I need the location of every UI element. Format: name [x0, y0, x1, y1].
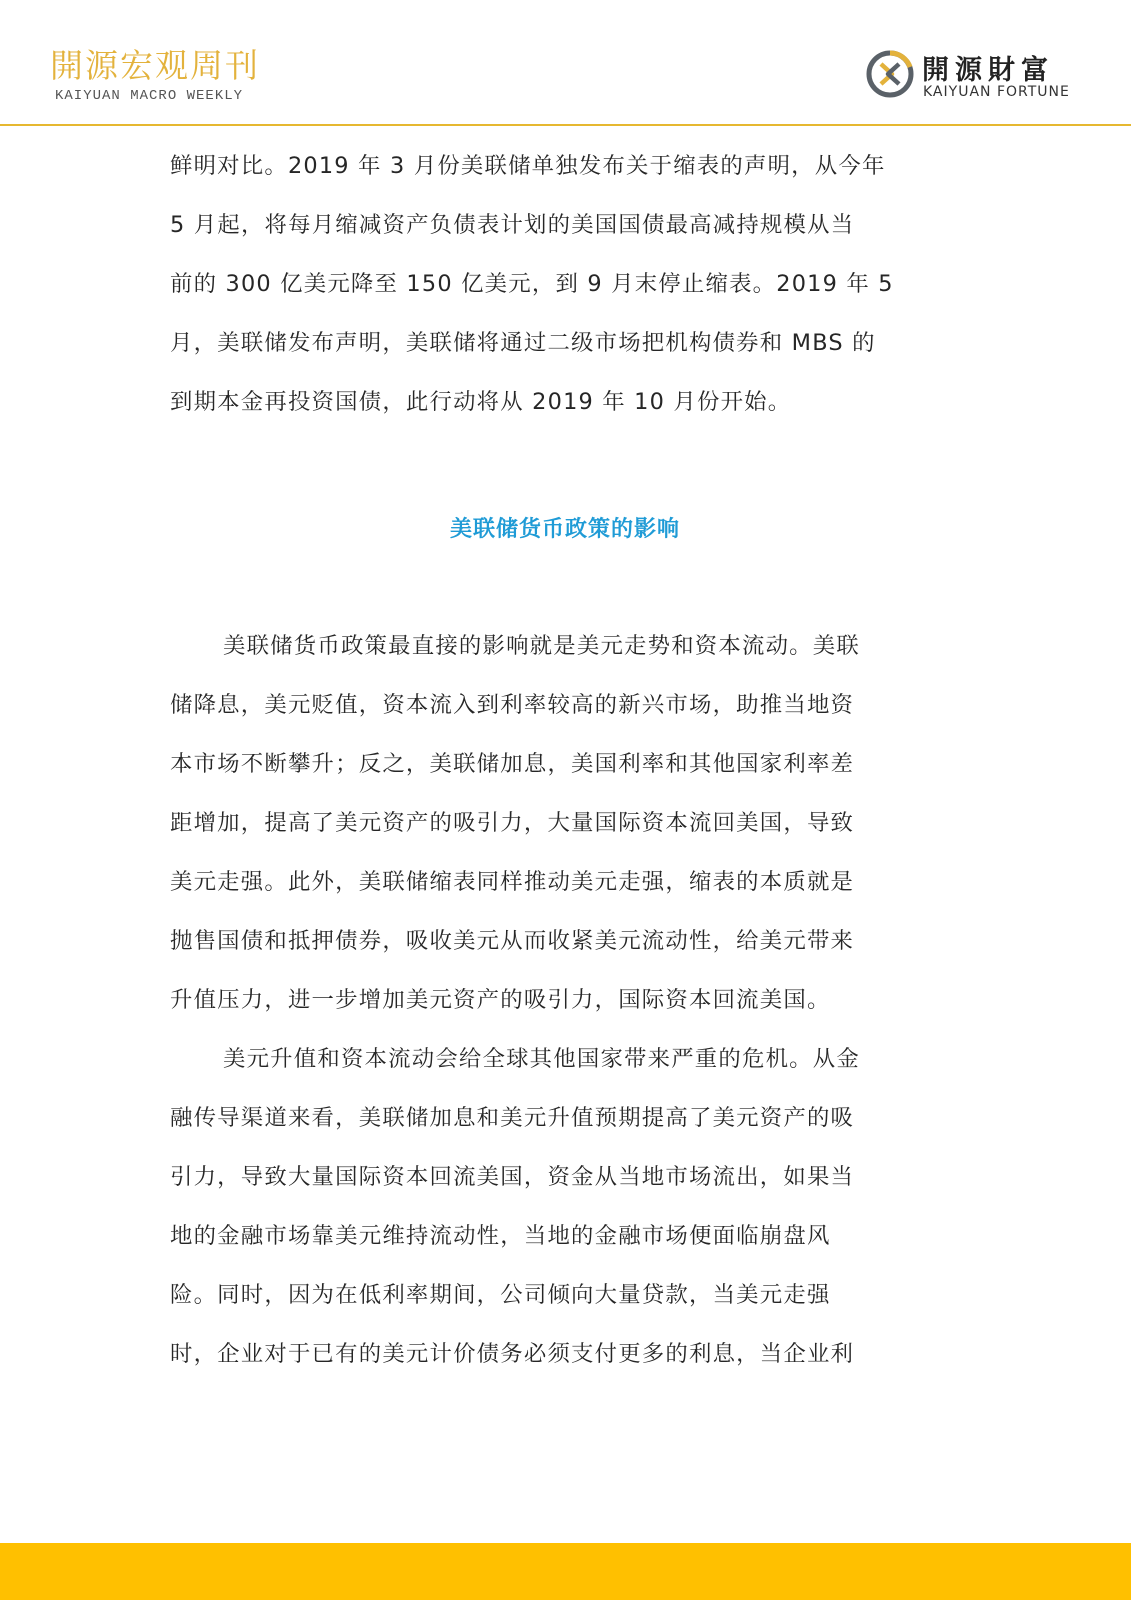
logo-chinese-name: 開源財富: [922, 55, 1054, 86]
text-line: 5 月起，将每月缩减资产负债表计划的美国国债最高减持规模从当: [170, 212, 855, 238]
text-line: 到期本金再投资国债，此行动将从 2019 年 10 月份开始。: [170, 389, 792, 415]
text-line: 美元走强。此外，美联储缩表同样推动美元走强，缩表的本质就是: [170, 869, 855, 895]
text-line: 距增加，提高了美元资产的吸引力，大量国际资本流回美国，导致: [170, 810, 855, 836]
text-line: 前的 300 亿美元降至 150 亿美元，到 9 月末停止缩表。2019 年 5: [170, 271, 894, 297]
text-line: 抛售国债和抵押债券，吸收美元从而收紧美元流动性，给美元带来: [170, 928, 855, 954]
text-line: 地的金融市场靠美元维持流动性，当地的金融市场便面临崩盘风: [170, 1223, 831, 1249]
section-heading: 美联储货币政策的影响: [449, 517, 680, 542]
header-divider: [0, 124, 1131, 126]
logo-english-name: KAIYUAN FORTUNE: [923, 84, 1070, 100]
body-paragraph-1: [170, 617, 960, 1030]
text-line: 美联储货币政策最直接的影响就是美元走势和资本流动。美联: [223, 633, 860, 659]
text-line: 储降息，美元贬值，资本流入到利率较高的新兴市场，助推当地资: [170, 692, 855, 718]
text-line: 险。同时，因为在低利率期间，公司倾向大量贷款，当美元走强: [170, 1282, 831, 1308]
footer-bar: [0, 1543, 1131, 1600]
text-line: 时，企业对于已有的美元计价债务必须支付更多的利息，当企业利: [170, 1341, 855, 1367]
text-line: 升值压力，进一步增加美元资产的吸引力，国际资本回流美国。: [170, 987, 831, 1013]
intro-paragraph: [170, 137, 960, 432]
text-line: 鲜明对比。2019 年 3 月份美联储单独发布关于缩表的声明，从今年: [170, 153, 886, 179]
text-line: 美元升值和资本流动会给全球其他国家带来严重的危机。从金: [223, 1046, 860, 1072]
kaiyuan-logo-icon: [866, 50, 914, 98]
document-body: [170, 137, 960, 1384]
text-line: 引力，导致大量国际资本回流美国，资金从当地市场流出，如果当: [170, 1164, 855, 1190]
publication-subtitle: KAIYUAN MACRO WEEKLY: [55, 88, 244, 104]
page-header: [0, 0, 1131, 126]
text-line: 本市场不断攀升；反之，美联储加息，美国利率和其他国家利率差: [170, 751, 855, 777]
text-line: 月，美联储发布声明，美联储将通过二级市场把机构债券和 MBS 的: [170, 330, 876, 356]
publication-title: 開源宏观周刊: [50, 46, 260, 85]
brand-logo: [866, 48, 1086, 108]
text-line: 融传导渠道来看，美联储加息和美元升值预期提高了美元资产的吸: [170, 1105, 855, 1131]
body-paragraph-2: [170, 1030, 960, 1384]
